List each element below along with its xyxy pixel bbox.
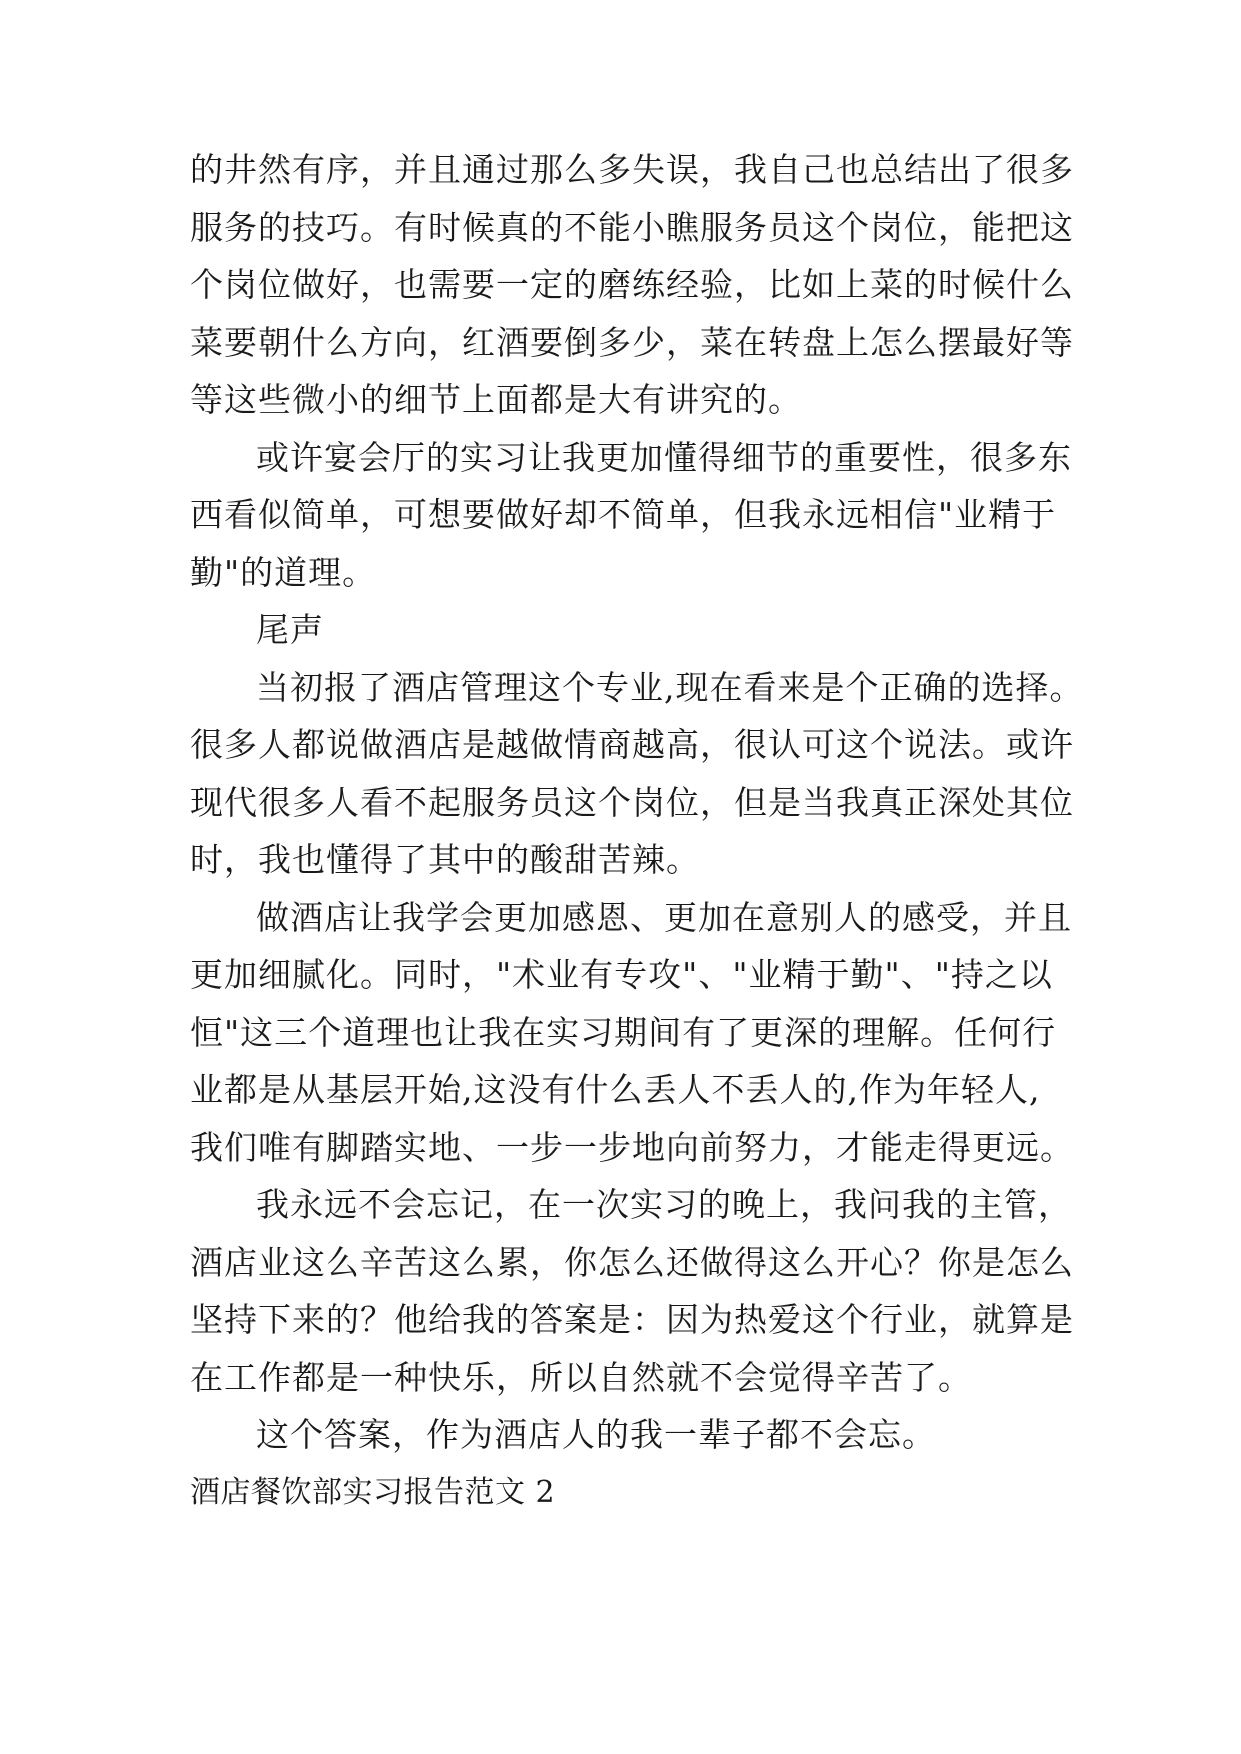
paragraph-start-line: 或许宴会厅的实习让我更加懂得细节的重要性，很多东: [256, 438, 1072, 477]
paragraph-start-line: 做酒店让我学会更加感恩、更加在意别人的感受，并且: [256, 898, 1072, 937]
body-line: 时，我也懂得了其中的酸甜苦辣。: [190, 840, 700, 879]
body-line: 我们唯有脚踏实地、一步一步地向前努力，才能走得更远。: [190, 1128, 1074, 1167]
body-line: 的井然有序，并且通过那么多失误，我自己也总结出了很多: [190, 150, 1074, 189]
section-heading: 尾声: [256, 610, 324, 649]
body-line: 个岗位做好，也需要一定的磨练经验，比如上菜的时候什么: [190, 265, 1074, 304]
body-line: 更加细腻化。同时，"术业有专攻"、"业精于勤"、"持之以: [190, 955, 1053, 994]
paragraph-start-line: 我永远不会忘记，在一次实习的晚上，我问我的主管，: [256, 1185, 1072, 1224]
body-line: 恒"这三个道理也让我在实习期间有了更深的理解。任何行: [190, 1013, 1057, 1052]
paragraph-start-line: 这个答案，作为酒店人的我一辈子都不会忘。: [256, 1415, 936, 1454]
paragraph-start-line: 当初报了酒店管理这个专业,现在看来是个正确的选择。: [256, 668, 1084, 707]
next-section-title: 酒店餐饮部实习报告范文 2: [190, 1475, 556, 1510]
body-line: 坚持下来的？他给我的答案是：因为热爱这个行业，就算是: [190, 1300, 1074, 1339]
body-line: 等这些微小的细节上面都是大有讲究的。: [190, 380, 802, 419]
body-line: 很多人都说做酒店是越做情商越高，很认可这个说法。或许: [190, 725, 1074, 764]
body-line: 在工作都是一种快乐，所以自然就不会觉得辛苦了。: [190, 1358, 972, 1397]
body-line: 西看似简单，可想要做好却不简单，但我永远相信"业精于: [190, 495, 1057, 534]
body-line: 服务的技巧。有时候真的不能小瞧服务员这个岗位，能把这: [190, 208, 1074, 247]
body-line: 现代很多人看不起服务员这个岗位，但是当我真正深处其位: [190, 783, 1074, 822]
body-line: 菜要朝什么方向，红酒要倒多少，菜在转盘上怎么摆最好等: [190, 323, 1074, 362]
body-line: 酒店业这么辛苦这么累，你怎么还做得这么开心？你是怎么: [190, 1243, 1074, 1282]
body-line: 勤"的道理。: [190, 553, 377, 592]
body-line: 业都是从基层开始,这没有什么丢人不丢人的,作为年轻人,: [190, 1070, 1041, 1109]
